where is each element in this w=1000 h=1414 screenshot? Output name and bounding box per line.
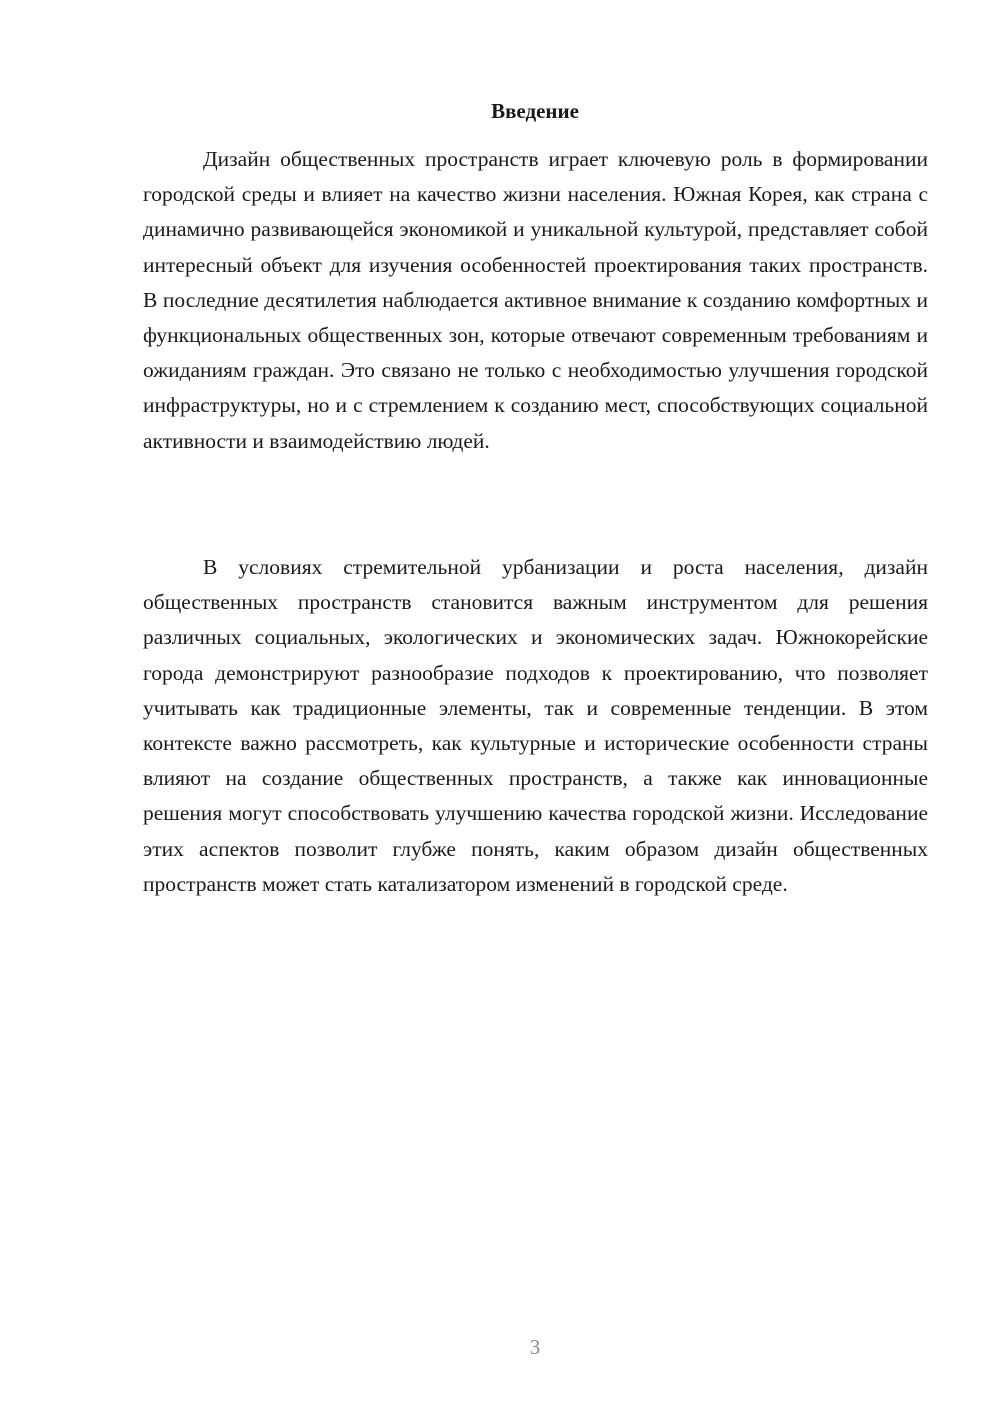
section-heading: Введение xyxy=(491,99,579,123)
paragraph-1 xyxy=(143,142,928,459)
page-number: 3 xyxy=(529,1335,541,1359)
paragraph-text: В условиях стремительной урбанизации и роста населения, дизайн общественных пространств становится важным инструментом для решения различных социальных, экологических и экономических задач. Южнокорейские города демонстрируют разнообразие подходов к проектированию, что позволяет учитывать как традиционные элементы, так и современные тенденции. В этом контексте важно рассмотреть, как культурные и исторические особенности страны влияют на создание общественных пространств, а также как инновационные решения могут способствовать улучшению качества городской жизни. Исследование этих аспектов позволит глубже понять, каким образом дизайн общественных пространств может стать катализатором изменений в городской среде. xyxy=(143,555,928,896)
paragraph-text: Дизайн общественных пространств играет ключевую роль в формировании городской среды и влияет на качество жизни населения. Южная Корея, как страна с динамично развивающейся экономикой и уникальной культурой, представляет собой интересный объект для изучения особенностей проектирования таких пространств. В последние десятилетия наблюдается активное внимание к созданию комфортных и функциональных общественных зон, которые отвечают современным требованиям и ожиданиям граждан. Это связано не только с необходимостью улучшения городской инфраструктуры, но и с стремлением к созданию мест, способствующих социальной активности и взаимодействию людей. xyxy=(143,147,928,453)
paragraph-2 xyxy=(143,550,928,902)
